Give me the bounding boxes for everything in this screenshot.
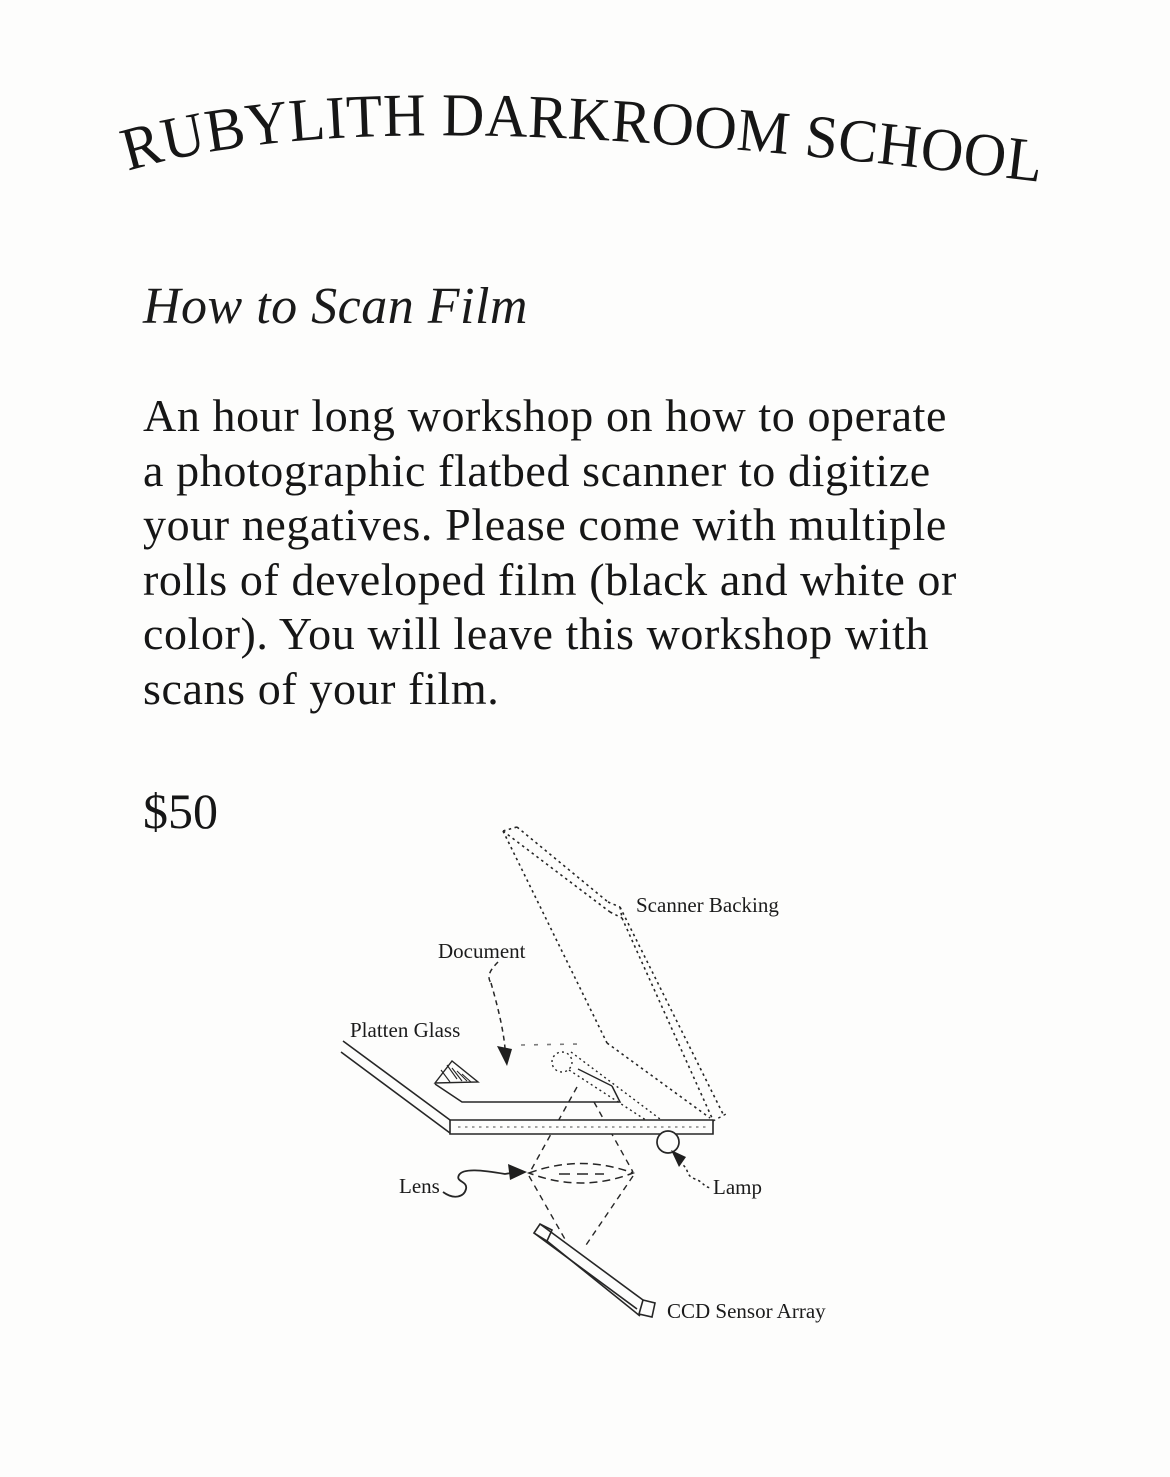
description-line: scans of your film. bbox=[143, 662, 500, 714]
description-line: a photographic flatbed scanner to digitize bbox=[143, 444, 931, 496]
workshop-description bbox=[143, 389, 957, 717]
description-line: color). You will leave this workshop with bbox=[143, 608, 930, 660]
scanner-diagram bbox=[330, 815, 840, 1335]
label-ccd-sensor-array: CCD Sensor Array bbox=[667, 1299, 826, 1323]
platen-glass-shape bbox=[341, 1041, 713, 1134]
price-text: $50 bbox=[143, 783, 218, 839]
scanner-lid-shape bbox=[503, 827, 726, 1121]
label-platen-glass: Platten Glass bbox=[350, 1018, 461, 1042]
ccd-sensor-shape bbox=[534, 1224, 655, 1317]
description-line: An hour long workshop on how to operate bbox=[143, 390, 948, 441]
description-line: your negatives. Please come with multiple bbox=[143, 499, 947, 551]
document-pointer-arrow bbox=[489, 962, 512, 1066]
page-title: RUBYLITH DARKROOM SCHOOL bbox=[114, 82, 1049, 196]
lamp-carriage-tube bbox=[552, 1052, 664, 1126]
lens-shape bbox=[443, 1164, 633, 1197]
lamp-shape bbox=[657, 1131, 711, 1188]
description-line: rolls of developed film (black and white or bbox=[143, 553, 957, 605]
scanline-dashes bbox=[521, 1044, 579, 1045]
arched-title bbox=[114, 82, 1098, 225]
label-document: Document bbox=[438, 939, 526, 963]
label-lens: Lens bbox=[399, 1174, 440, 1198]
workshop-heading: How to Scan Film bbox=[143, 278, 528, 335]
label-scanner-backing: Scanner Backing bbox=[636, 893, 779, 917]
label-lamp: Lamp bbox=[713, 1175, 762, 1199]
